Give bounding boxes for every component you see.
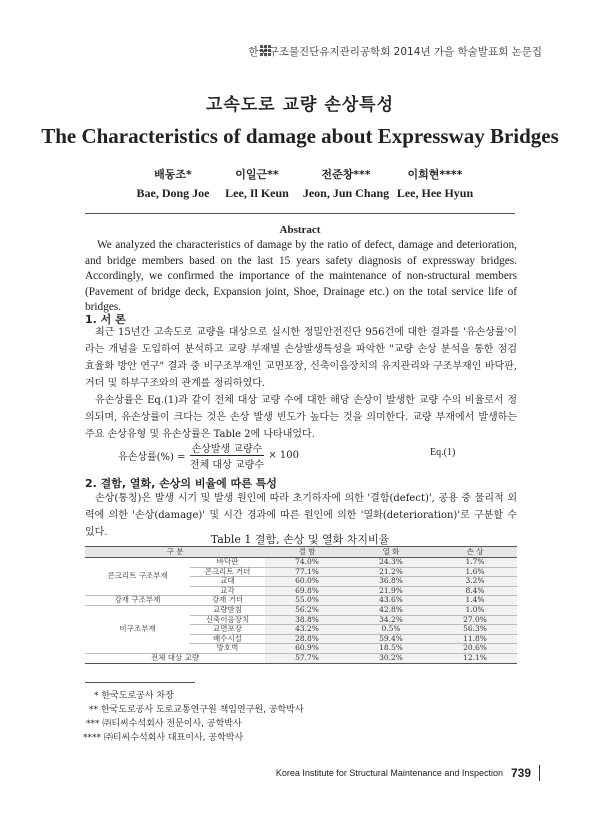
damage-ratio-table <box>85 546 517 664</box>
footnote: ** 한국도로공사 도로교통연구원 책임연구원, 공학박사 <box>89 705 304 715</box>
equation-1 <box>118 440 299 471</box>
author-name-en: Bae, Dong Joe <box>136 186 210 200</box>
equation-denominator: 전체 대상 교량수 <box>189 460 264 471</box>
table-damage-cell: 56.3% <box>433 625 517 635</box>
footnote: * 한국도로공사 차장 <box>94 691 174 701</box>
table-deterioration-cell: 30.2% <box>349 653 433 663</box>
table-row <box>85 605 517 615</box>
page-footer <box>276 765 540 781</box>
table-member-cell: 강재 거더 <box>190 596 265 606</box>
table-group-cell: 강재 구조부재 <box>85 596 190 606</box>
table-header-row <box>85 547 517 558</box>
table-damage-cell: 11.8% <box>433 634 517 644</box>
table-damage-cell: 3.2% <box>433 577 517 587</box>
table-damage-cell: 1.4% <box>433 596 517 606</box>
author-name-en: Lee, Il Keun <box>225 186 289 200</box>
footnote-divider <box>85 682 195 683</box>
table-caption: Table 1 결함, 손상 및 열화 차지비율 <box>210 533 390 546</box>
table-member-cell: 교대 <box>190 577 265 587</box>
section-1-para-1: 최근 15년간 고속도로 교량을 대상으로 실시한 정밀안전진단 956건에 대한 결과를 '유손상률'이라는 개념을 도입하여 분석하고 교량 부재별 손상발생특성을 파악한 "교량 손상 분석을 통한 점검 효율화 방안 연구" 결과 중 비구조부재인 교면포장, 신축이음장치의 유지관리와 구조부재인 바닥판, 거더 및 하부구조와의 관계를 정리하였다. <box>85 327 517 389</box>
table-deterioration-cell: 21.2% <box>349 567 433 577</box>
table-group-cell: 비구조부재 <box>85 605 190 653</box>
title-english: The Characteristics of damage about Expressway Bridges <box>41 124 559 148</box>
table-header-cell: 구 분 <box>85 547 265 558</box>
table-member-cell: 방호벽 <box>190 644 265 654</box>
title-korean: 고속도로 교량 손상특성 <box>205 95 395 115</box>
table-total-row <box>85 653 517 663</box>
equation-fraction <box>190 440 265 471</box>
table-deterioration-cell: 59.4% <box>349 634 433 644</box>
table-member-cell: 바닥판 <box>190 558 265 568</box>
equation-lhs: 유손상률(%) = <box>118 452 186 463</box>
table-defect-cell: 28.8% <box>265 634 349 644</box>
author-name-en: Lee, Hee Hyun <box>396 186 474 200</box>
table-defect-cell: 60.0% <box>265 577 349 587</box>
table-deterioration-cell: 36.8% <box>349 577 433 587</box>
abstract-body: We analyzed the characteristics of damage by the ratio of defect, damage and deterioration, and bridge members based on the last 15 years safety diagnosis of expressway bridges. Accordingly, we confirmed the importance of the maintenance of non-structural members (Pavement of bridge deck, Expansion joint, Shoe, Drainage etc.) on the total service life of bridges. <box>85 239 517 314</box>
author-name-ko: 배동조* <box>154 168 192 181</box>
table-member-cell: 교면포장 <box>190 625 265 635</box>
author-4 <box>380 166 490 201</box>
table-header-cell: 손 상 <box>433 547 517 558</box>
table-header-cell: 열 화 <box>349 547 433 558</box>
table-damage-cell: 1.0% <box>433 605 517 615</box>
section-2-para: 손상(통칭)은 발생 시기 및 발생 원인에 따라 초기하자에 의한 '결함(defect)', 공용 중 물리적 외력에 의한 '손상(damage)' 및 시간 경과에 따른 원인에 의한 '열화(deterioration)'로 구분할 수 있다. <box>85 493 517 538</box>
table-defect-cell: 74.0% <box>265 558 349 568</box>
author-name-ko: 이일근** <box>235 168 279 181</box>
table-header-cell: 결 함 <box>265 547 349 558</box>
equation-numerator: 손상발생 교량수 <box>190 440 265 456</box>
table-deterioration-cell: 24.3% <box>349 558 433 568</box>
table-defect-cell: 56.2% <box>265 605 349 615</box>
table-defect-cell: 77.1% <box>265 567 349 577</box>
page-number: 739 <box>510 766 531 780</box>
footnote: *** ㈜티씨수석회사 전문이사, 공학박사 <box>86 719 242 729</box>
table-deterioration-cell: 42.8% <box>349 605 433 615</box>
abstract-heading: Abstract <box>279 224 321 236</box>
table-deterioration-cell: 34.2% <box>349 615 433 625</box>
table-deterioration-cell: 43.6% <box>349 596 433 606</box>
section-2-heading: 2. 결함, 열화, 손상의 비율에 따른 특성 <box>85 477 277 490</box>
table-member-cell: 교각 <box>190 586 265 596</box>
table-damage-cell: 27.0% <box>433 615 517 625</box>
table-defect-cell: 69.8% <box>265 586 349 596</box>
author-divider <box>85 213 515 214</box>
equation-label: Eq.(1) <box>430 447 456 458</box>
table-member-cell: 교량받침 <box>190 605 265 615</box>
table-damage-cell: 20.6% <box>433 644 517 654</box>
footer-bar <box>539 765 540 781</box>
running-header: 한국구조물진단유지관리공학회 2014년 가을 학술발표회 논문집 <box>248 46 542 58</box>
table-defect-cell: 60.9% <box>265 644 349 654</box>
equation-times: × 100 <box>268 450 299 461</box>
table-deterioration-cell: 18.5% <box>349 644 433 654</box>
table-member-cell: 콘크리트 거더 <box>190 567 265 577</box>
table-deterioration-cell: 0.5% <box>349 625 433 635</box>
table-member-cell: 배수시설 <box>190 634 265 644</box>
table-group-cell: 콘크리트 구조부재 <box>85 558 190 596</box>
table-damage-cell: 1.6% <box>433 567 517 577</box>
table-defect-cell: 57.7% <box>265 653 349 663</box>
table-defect-cell: 55.0% <box>265 596 349 606</box>
table-deterioration-cell: 21.9% <box>349 586 433 596</box>
footnote: **** ㈜티씨수석회사 대표이사, 공학박사 <box>83 733 244 743</box>
table-damage-cell: 12.1% <box>433 653 517 663</box>
table-damage-cell: 1.7% <box>433 558 517 568</box>
author-name-ko: 이희현**** <box>407 168 463 181</box>
table-damage-cell: 8.4% <box>433 586 517 596</box>
section-1-heading: 1. 서 론 <box>85 313 126 326</box>
author-name-ko: 전준창*** <box>321 168 371 181</box>
author-name-en: Jeon, Jun Chang <box>302 186 390 200</box>
table-member-cell: 신축이음장치 <box>190 615 265 625</box>
table-defect-cell: 38.8% <box>265 615 349 625</box>
table-row <box>85 558 517 568</box>
table-total-label: 전체 대상 교량 <box>85 653 265 663</box>
footer-org: Korea Institute for Structural Maintenance and Inspection <box>275 768 503 778</box>
section-1-para-2: 유손상률은 Eq.(1)과 같이 전체 대상 교량 수에 대한 해당 손상이 발생한 교량 수의 비율로서 정의되며, 유손상률이 크다는 것은 손상 발생 빈도가 높다는 것을 의미한다. 교량 부재에서 발생하는 주요 손상유형 및 유손상률은 Table 2에 나타내었다. <box>85 395 517 440</box>
table-defect-cell: 43.2% <box>265 625 349 635</box>
